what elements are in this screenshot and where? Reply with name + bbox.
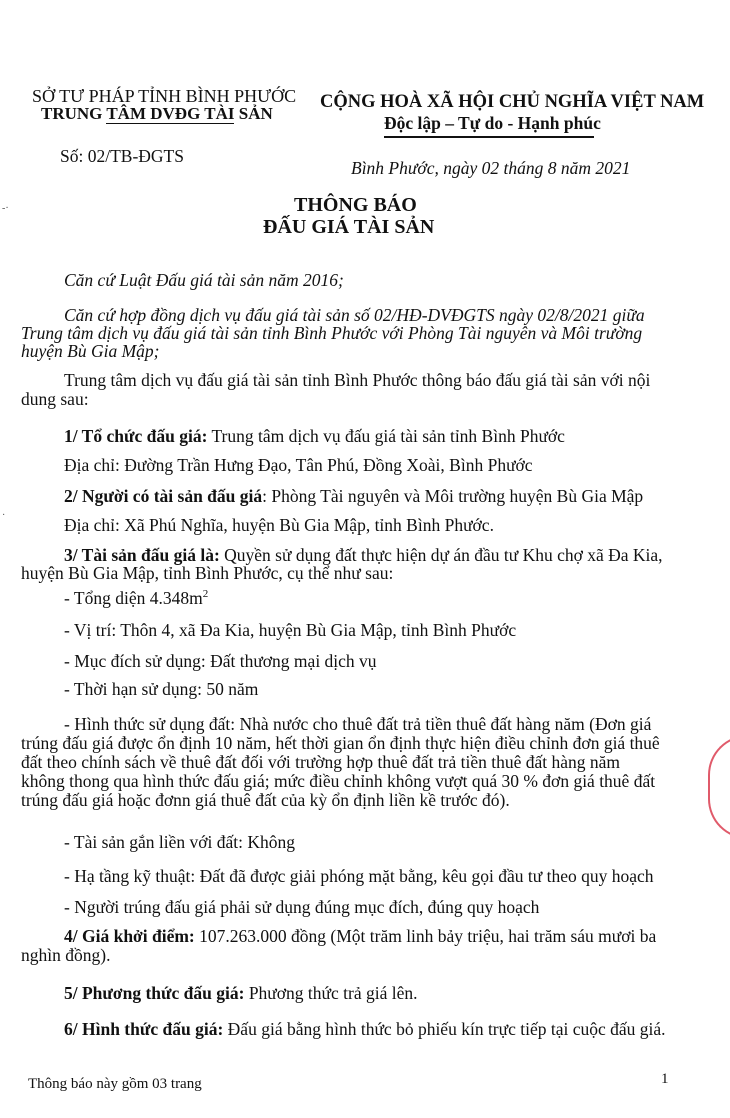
scan-mark: · [2, 510, 6, 521]
page-number: 1 [661, 1071, 669, 1087]
section-3-area [64, 588, 208, 609]
section-3-form-line2: trúng đấu giá được ổn định 10 năm, hết thời gian ổn định thực hiện điều chỉnh đơn giá thuê [21, 733, 660, 753]
section-2-address: Địa chỉ: Xã Phú Nghĩa, huyện Bù Gia Mập, tỉnh Bình Phước. [64, 515, 494, 535]
section-4-label: 4/ Giá khởi điểm: [64, 926, 195, 946]
section-4-value: 107.263.000 đồng (Một trăm linh bảy triệu, hai trăm sáu mươi ba [194, 926, 657, 946]
section-6 [64, 1019, 666, 1040]
section-3-area-sup: 2 [202, 588, 209, 601]
title-line2: ĐẤU GIÁ TÀI SẢN [263, 216, 435, 238]
section-3-term: - Thời hạn sử dụng: 50 năm [64, 679, 259, 699]
section-4 [64, 926, 656, 947]
intro-line1: Trung tâm dịch vụ đấu giá tài sản tỉnh Bình Phước thông báo đấu giá tài sản với nội [64, 370, 651, 390]
section-3-label: 3/ Tài sản đấu giá là: [64, 545, 220, 565]
section-6-value: Đấu giá bằng hình thức bỏ phiếu kín trực tiếp tại cuộc đấu giá. [223, 1019, 666, 1039]
intro-line2: dung sau: [21, 389, 89, 409]
section-3-infra: - Hạ tầng kỹ thuật: Đất đã được giải phóng mặt bằng, kêu gọi đầu tư theo quy hoạch [64, 866, 654, 886]
section-5-value: Phương thức trả giá lên. [244, 983, 418, 1003]
basis-law: Căn cứ Luật Đấu giá tài sản năm 2016; [64, 270, 344, 290]
section-1-label: 1/ Tổ chức đấu giá: [64, 426, 208, 446]
org-name-line1: SỞ TƯ PHÁP TỈNH BÌNH PHƯỚC [32, 86, 297, 106]
section-2-value: : Phòng Tài nguyên và Môi trường huyện Bù Gia Mập [262, 486, 644, 506]
motto-underline [384, 136, 594, 138]
section-2 [64, 486, 643, 507]
section-3-attached: - Tài sản gắn liền với đất: Không [64, 832, 296, 852]
title-line1: THÔNG BÁO [294, 194, 417, 216]
section-1-address: Địa chỉ: Đường Trần Hưng Đạo, Tân Phú, Đồng Xoài, Bình Phước [64, 455, 533, 475]
section-3-area-text: - Tổng diện 4.348m [64, 588, 203, 608]
section-3-value: Quyền sử dụng đất thực hiện dự án đầu tư Khu chợ xã Đa Kia, [219, 545, 663, 565]
document-number: Số: 02/TB-ĐGTS [60, 146, 184, 166]
org-name-line2-pre: TRUNG [41, 104, 107, 123]
section-3-location: - Vị trí: Thôn 4, xã Đa Kia, huyện Bù Gia Mập, tỉnh Bình Phước [64, 620, 517, 640]
section-5-label: 5/ Phương thức đấu giá: [64, 983, 245, 1003]
place-date: Bình Phước, ngày 02 tháng 8 năm 2021 [351, 158, 631, 178]
org-name-line2-underlined: TÂM DVĐG TÀI [106, 104, 235, 123]
section-1 [64, 426, 565, 447]
org-name-line2 [41, 104, 273, 124]
nation-motto: Độc lập – Tự do - Hạnh phúc [384, 113, 601, 133]
section-3-form-line4: không thong qua hình thức đấu giá; mức điều chỉnh không vượt quá 30 % đơn giá thuê đất [21, 771, 656, 791]
stamp-edge [708, 735, 730, 839]
footer-note: Thông báo này gồm 03 trang [28, 1076, 202, 1092]
section-1-value: Trung tâm dịch vụ đấu giá tài sản tỉnh Bình Phước [207, 426, 565, 446]
section-3-form-line1: - Hình thức sử dụng đất: Nhà nước cho thuê đất trả tiền thuê đất hàng năm (Đơn giá [64, 714, 652, 734]
scan-mark: -· [2, 203, 9, 214]
basis-contract-line2: Trung tâm dịch vụ đấu giá tài sản tỉnh Bình Phước với Phòng Tài nguyên và Môi trường [21, 323, 643, 343]
section-6-label: 6/ Hình thức đấu giá: [64, 1019, 224, 1039]
section-2-label: 2/ Người có tài sản đấu giá [64, 486, 263, 506]
section-5 [64, 983, 418, 1004]
section-3-purpose: - Mục đích sử dụng: Đất thương mại dịch vụ [64, 651, 377, 671]
nation-title: CỘNG HOÀ XÃ HỘI CHỦ NGHĨA VIỆT NAM [320, 92, 705, 112]
basis-contract-line1: Căn cứ hợp đồng dịch vụ đấu giá tài sản số 02/HĐ-DVĐGTS ngày 02/8/2021 giữa [64, 305, 645, 325]
section-3-form-line3: đất theo chính sách về thuê đất đối với trường hợp thuê đất trả tiền thuê đất hàng năm [21, 752, 621, 772]
section-4-cont: nghìn đồng). [21, 945, 111, 965]
section-3-cont: huyện Bù Gia Mập, tỉnh Bình Phước, cụ thể như sau: [21, 563, 394, 583]
org-name-line2-post: SẢN [234, 104, 273, 123]
basis-contract-line3: huyện Bù Gia Mập; [21, 341, 160, 361]
section-3-form-line5: trúng đấu giá hoặc đơnn giá thuê đất của kỳ ổn định liền kề trước đó). [21, 790, 510, 810]
section-3-winner: - Người trúng đấu giá phải sử dụng đúng mục đích, đúng quy hoạch [64, 897, 540, 917]
